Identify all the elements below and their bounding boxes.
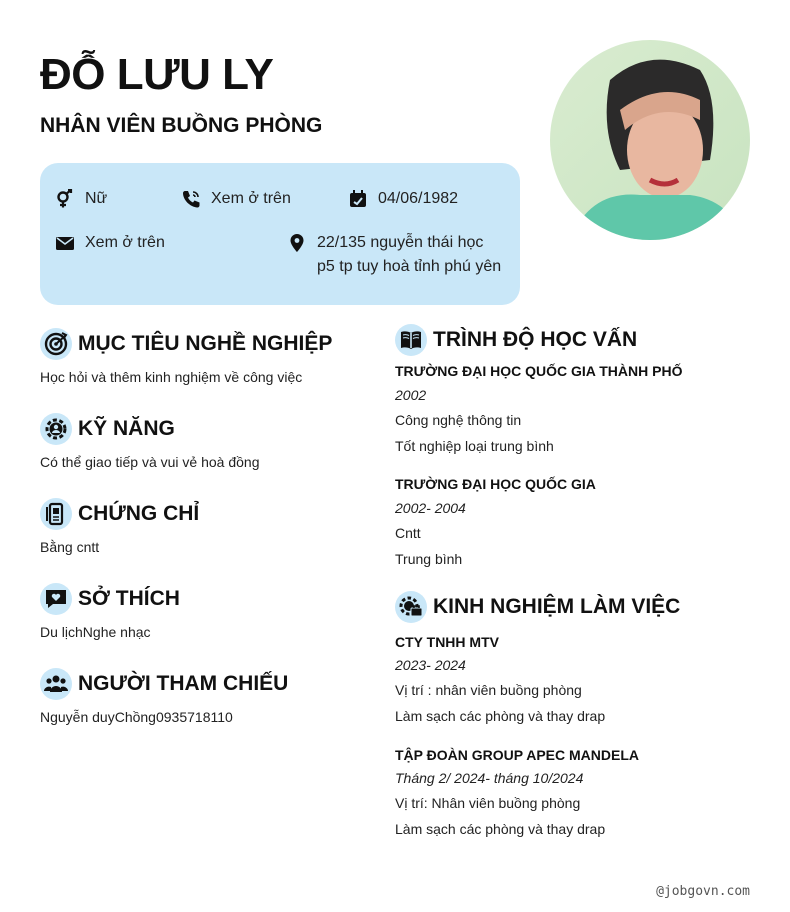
phone-item [180,187,291,211]
edu-note-2: Trung bình [395,551,463,567]
edu-year-2: 2002- 2004 [395,500,466,516]
certs-text: Bằng cntt [40,539,100,555]
hobbies-text: Du lịchNghe nhạc [40,624,151,640]
exp-period-2: Tháng 2/ 2024- tháng 10/2024 [395,770,584,786]
watermark: @jobgovn.com [656,884,750,899]
phone-value: Xem ở trên [211,190,291,207]
edu-school-2: TRƯỜNG ĐẠI HỌC QUỐC GIA [395,476,596,492]
skills-header [40,413,175,445]
certs-header [40,498,199,530]
hobbies-title: SỞ THÍCH [78,587,180,610]
hobbies-header [40,583,180,615]
refs-header [40,668,288,700]
skills-gear-icon [40,413,72,445]
edu-note-1: Tốt nghiệp loại trung bình [395,438,554,454]
birthday-value: 04/06/1982 [378,190,459,207]
exp-company-1: CTY TNHH MTV [395,634,499,650]
objective-title: MỤC TIÊU NGHỀ NGHIỆP [78,332,333,355]
profile-photo [550,40,750,240]
exp-company-2: TẬP ĐOÀN GROUP APEC MANDELA [395,747,639,763]
edu-major-2: Cntt [395,525,421,541]
skills-title: KỸ NĂNG [78,417,175,440]
education-header [395,324,637,356]
experience-header [395,591,680,623]
objective-text: Học hỏi và thêm kinh nghiệm về công việc [40,369,303,385]
heart-message-icon [40,583,72,615]
edu-school-1: TRƯỜNG ĐẠI HỌC QUỐC GIA THÀNH PHỐ [395,363,683,379]
address-item [286,231,501,279]
phone-icon [180,188,202,210]
gender-value: Nữ [85,190,108,207]
refs-text: Nguyễn duyChồng0935718110 [40,709,233,725]
gender-item [54,187,107,211]
email-value: Xem ở trên [85,234,165,251]
candidate-name: ĐỖ LƯU LY [40,50,274,99]
certs-title: CHỨNG CHỈ [78,502,200,525]
target-icon [40,328,72,360]
skills-text: Có thể giao tiếp và vui vẻ hoà đồng [40,454,260,470]
address-line-2: p5 tp tuy hoà tỉnh phú yên [317,258,502,275]
address-line-1: 22/135 nguyễn thái học [317,234,484,251]
education-title: TRÌNH ĐỘ HỌC VẤN [433,328,638,351]
certificate-icon [40,498,72,530]
work-gear-icon [395,591,427,623]
exp-position-1: Vị trí : nhân viên buồng phòng [395,682,582,698]
contact-info-box [40,163,520,305]
exp-period-1: 2023- 2024 [395,657,466,673]
birthday-item [347,187,458,211]
exp-position-2: Vị trí: Nhân viên buồng phòng [395,795,581,811]
people-icon [40,668,72,700]
refs-title: NGƯỜI THAM CHIẾU [78,672,289,695]
email-item [54,231,165,255]
edu-major-1: Công nghệ thông tin [395,412,522,428]
location-pin-icon [286,232,308,254]
edu-year-1: 2002 [395,387,427,403]
calendar-icon [347,188,369,210]
exp-desc-1: Làm sạch các phòng và thay drap [395,708,606,724]
experience-title: KINH NGHIỆM LÀM VIỆC [433,595,681,618]
envelope-icon [54,232,76,254]
exp-desc-2: Làm sạch các phòng và thay drap [395,821,606,837]
job-title: NHÂN VIÊN BUỒNG PHÒNG [40,114,323,137]
gender-icon [54,188,76,210]
objective-header [40,328,332,360]
book-icon [395,324,427,356]
